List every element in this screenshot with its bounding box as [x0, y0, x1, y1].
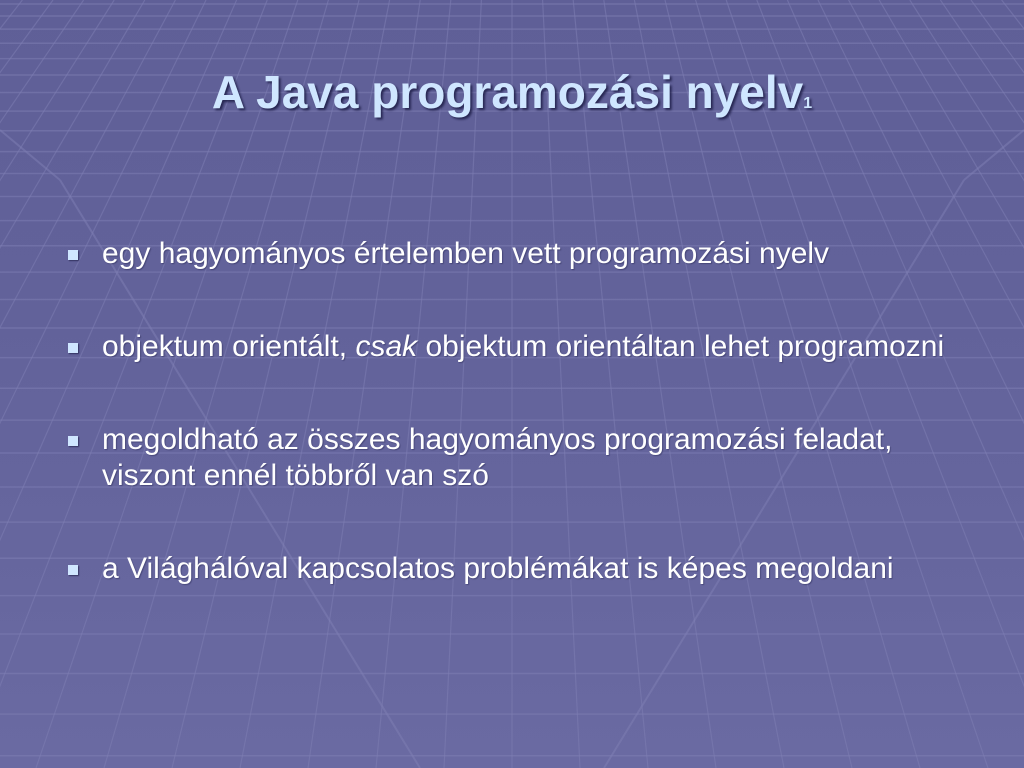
bullet-item-3: [64, 422, 964, 494]
bullet-text: a Világhálóval kapcsolatos problémákat is képes megoldani: [102, 552, 894, 585]
bullet-text: megoldható az összes hagyományos programozási feladat, viszont ennél többről van szó: [102, 423, 893, 492]
square-bullet-icon: [68, 436, 78, 446]
square-bullet-icon: [68, 343, 78, 353]
bullet-item-4: [64, 551, 964, 587]
bullet-text: egy hagyományos értelemben vett programozási nyelv: [102, 237, 830, 270]
bullet-text-after: objektum orientáltan lehet programozni: [417, 330, 945, 363]
bullet-list: [64, 236, 964, 644]
bullet-item-1: [64, 236, 964, 272]
slide-title-text: A Java programozási nyelv: [211, 66, 804, 118]
bullet-text-italic: csak: [355, 330, 418, 363]
slide-title-subscript: 1: [803, 95, 813, 112]
bullet-item-2: [64, 329, 964, 365]
square-bullet-icon: [68, 250, 78, 260]
bullet-text-before: objektum orientált,: [102, 330, 356, 363]
square-bullet-icon: [68, 565, 78, 575]
slide-title: [0, 62, 1024, 134]
